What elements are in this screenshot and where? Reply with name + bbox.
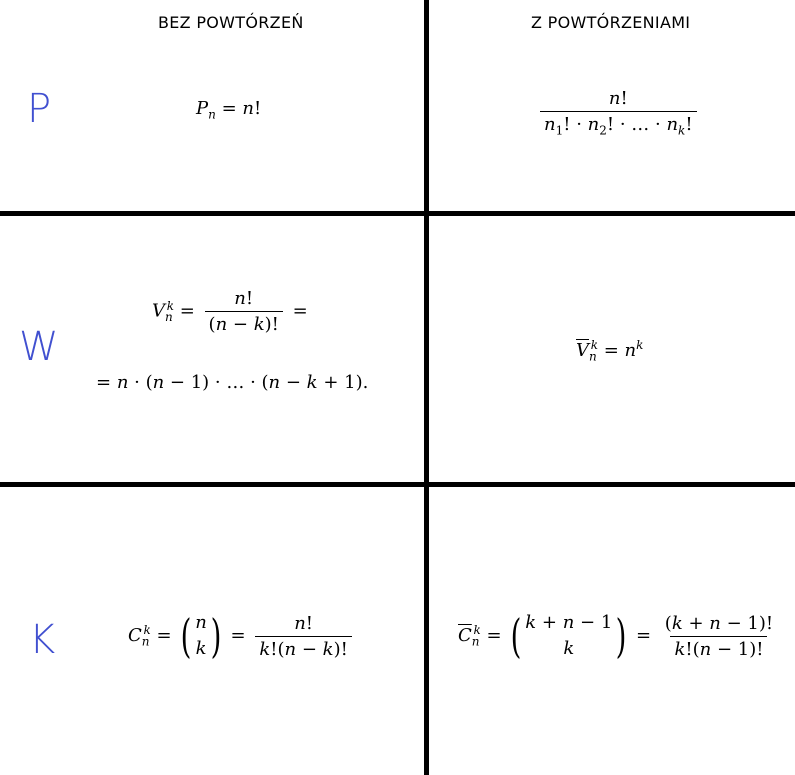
formula-w-without-line2: = n · (n − 1) · … · (n − k + 1). [96, 372, 369, 393]
formula-w-with: $\overline{V}_n^k = n^k$ [576, 338, 644, 364]
header-with-repetition: Z POWTÓRZENIAMI [531, 13, 691, 32]
row-label-w: W [19, 324, 59, 370]
header-without-repetition: BEZ POWTÓRZEŃ [158, 13, 304, 32]
formula-p-with: $\frac{n!}{n_1! \cdot n_2! \cdot \dots \cdot n_k!}$ [536, 88, 701, 138]
vertical-divider [424, 0, 429, 775]
horizontal-divider-1 [0, 211, 795, 216]
row-label-p: P [27, 86, 52, 132]
row-label-k: K [29, 617, 56, 663]
formula-k-with: $\overline{C}_n^k$ = ( k + n − 1 k ) = $\frac{(k + n - 1)!}{k!(n - 1)!}$ [458, 609, 774, 663]
formula-p-without: $P_n = n$! [196, 98, 262, 122]
horizontal-divider-2 [0, 482, 795, 487]
formula-w-without-line1: $V_n^k$ = $\frac{n!}{(n - k)!}$ = [152, 288, 308, 335]
formula-k-without: $C_n^k$ = ( n k ) = $\frac{n!}{k!(n - k)!}$ [128, 610, 356, 662]
